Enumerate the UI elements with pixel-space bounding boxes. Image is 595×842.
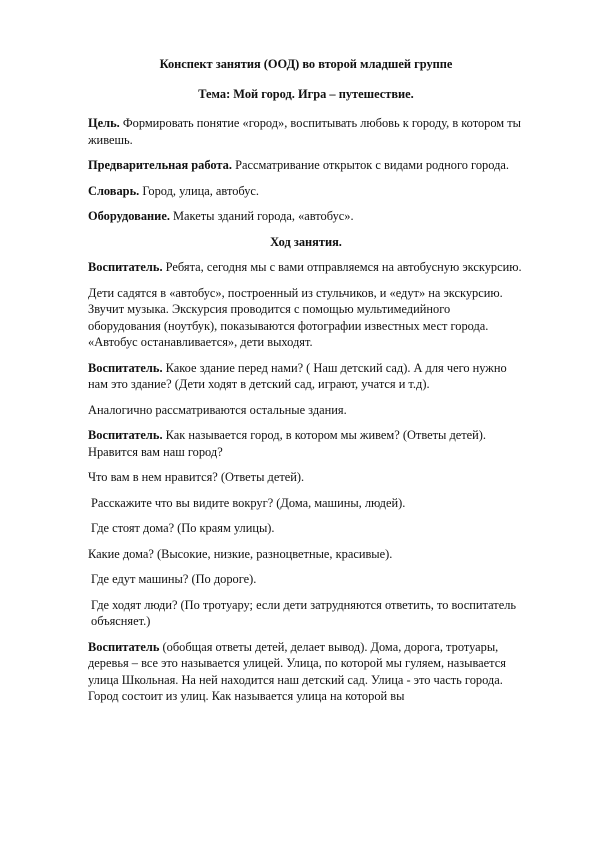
paragraph-lead: Цель. xyxy=(88,116,120,130)
paragraph-lead: Воспитатель. xyxy=(88,360,163,375)
body-paragraph xyxy=(88,546,524,563)
paragraph-text: Расскажите что вы видите вокруг? (Дома, машины, людей). xyxy=(91,495,406,510)
paragraph-text: Формировать понятие «город», воспитывать любовь к городу, в котором ты живешь. xyxy=(88,116,521,147)
paragraph-text: Что вам в нем нравится? (Ответы детей). xyxy=(88,470,305,484)
body-paragraph xyxy=(88,360,524,393)
paragraph-text: Дети садятся в «автобус», построенный из стульчиков, и «едут» на экскурсию. Звучит музыка. Экскурсия проводится с помощью мультимедийного оборудования (ноутбук), показываются фотографии известных мест города. «Автобус останавливается», дети выходят. xyxy=(88,285,503,349)
paragraph-text: (обобщая ответы детей, делает вывод). Дома, дорога, тротуары, деревья – все это называется улицей. Улица, по которой мы гуляем, называется улица Школьная. На ней находится наш детский сад. Улица - это часть города. Город состоит из улиц. Как называется улица на которой вы xyxy=(88,639,506,703)
paragraph-text: Какие дома? (Высокие, низкие, разноцветные, красивые). xyxy=(88,546,393,561)
document-title: Конспект занятия (ООД) во второй младшей группе xyxy=(159,57,453,71)
document-topic: Тема: Мой город. Игра – путешествие. xyxy=(198,86,414,101)
lesson-body xyxy=(88,259,524,705)
paragraph-lead: Воспитатель xyxy=(88,639,160,654)
body-paragraph xyxy=(88,402,524,419)
body-paragraph xyxy=(88,469,524,486)
paragraph-text: Какое здание перед нами? ( Наш детский сад). А для чего нужно нам это здание? (Дети ходят в детский сад, играют, учатся и т.д). xyxy=(88,360,507,391)
body-paragraph xyxy=(88,571,524,588)
body-paragraph xyxy=(88,495,524,512)
paragraph-text: Аналогично рассматриваются остальные здания. xyxy=(88,402,347,417)
section-heading: Ход занятия. xyxy=(270,234,342,249)
body-paragraph xyxy=(88,259,524,276)
paragraph-equipment xyxy=(88,208,524,225)
paragraph-text: Ребята, сегодня мы с вами отправляемся на автобусную экскурсию. xyxy=(162,260,522,274)
paragraph-text: Где стоят дома? (По краям улицы). xyxy=(91,521,275,535)
body-paragraph xyxy=(88,520,524,537)
paragraph-vocabulary xyxy=(88,183,524,200)
paragraph-lead: Воспитатель. xyxy=(88,428,163,442)
body-paragraph xyxy=(88,285,524,351)
intro-paragraphs xyxy=(88,115,524,225)
paragraph-lead: Оборудование. xyxy=(88,209,170,223)
paragraph-text: Рассматривание открыток с видами родного города. xyxy=(231,158,509,172)
paragraph-goal xyxy=(88,115,524,148)
paragraph-lead: Воспитатель. xyxy=(88,260,163,274)
paragraph-text: Где ходят люди? (По тротуару; если дети затрудняются ответить, то воспитатель объясняет.) xyxy=(91,597,517,628)
paragraph-text: Как называется город, в котором мы живем? (Ответы детей). Нравится вам наш город? xyxy=(88,428,487,459)
paragraph-lead: Предварительная работа. xyxy=(88,158,232,172)
paragraph-text: Макеты зданий города, «автобус». xyxy=(169,209,354,223)
body-paragraph xyxy=(88,427,524,460)
paragraph-text: Город, улица, автобус. xyxy=(139,183,260,198)
paragraph-preliminary-work xyxy=(88,157,524,174)
paragraph-lead: Словарь. xyxy=(88,183,140,198)
body-paragraph xyxy=(88,639,524,705)
document-content xyxy=(88,56,524,714)
paragraph-text: Где едут машины? (По дороге). xyxy=(91,572,257,586)
body-paragraph xyxy=(88,597,524,630)
